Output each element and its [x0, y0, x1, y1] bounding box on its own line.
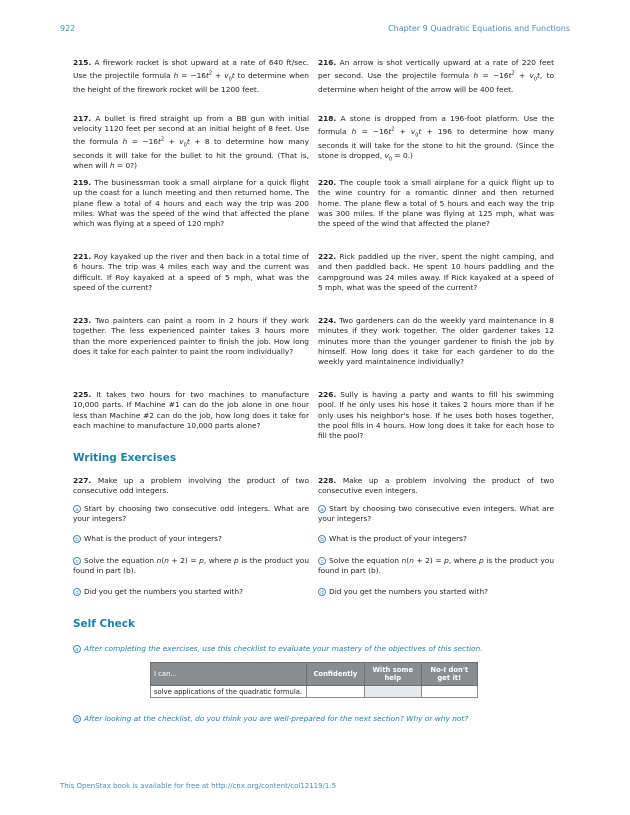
exercise-number: 221. [73, 252, 92, 261]
exercise-text: A bullet is fired straight up from a BB gun with initial velocity 1120 feet per second at an initial height of 8 feet. Use the formula $h = -16t^2 + v_0t + 8$ to determine how many seconds it will take for the bullet to hit the ground. (That is, when will h = 0?) [73, 114, 309, 171]
exercise-216 [318, 58, 554, 95]
exercise-224 [318, 316, 554, 367]
header-i-can: I can... [151, 663, 307, 686]
exercise-number: 216. [318, 58, 337, 67]
self-check-note-a [73, 644, 573, 653]
exercise-218 [318, 114, 554, 165]
note-b-marker: b [73, 715, 81, 723]
part-text: What is the product of your integers? [329, 534, 467, 543]
exercise-227-part-d [73, 587, 309, 597]
exercise-225 [73, 390, 309, 431]
part-text: Solve the equation n(n + 2) = p, where p is the product you found in part (b). [318, 556, 555, 576]
header-confidently: Confidently [306, 663, 364, 686]
exercise-number: 215. [73, 58, 92, 67]
exercise-text: It takes two hours for two machines to manufacture 10,000 parts. If Machine #1 can do the job alone in one hour less than Machine #2 can do the job, how long does it take for each machine to manufacture 10,000 parts alone? [73, 390, 309, 430]
exercise-intro: Make up a problem involving the product of two consecutive even integers. [318, 476, 554, 496]
exercise-228-part-c [318, 556, 554, 577]
with-some-help-cell[interactable] [365, 686, 421, 698]
header-with-some-help: With some help [365, 663, 421, 686]
exercise-text: Two painters can paint a room in 2 hours if they work together. The less experienced painter takes 3 hours more than the more experienced painter to finish the job. How long does it take for each painter to paint the room individually? [73, 316, 310, 356]
part-a-marker: a [73, 505, 81, 513]
exercise-text: A firework rocket is shot upward at a rate of 640 ft/sec. Use the projectile formula $h = -16t^2 + v_0t$ to determine when the height of the firework rocket will be 1200 feet. [73, 58, 309, 94]
exercise-227-part-c [73, 556, 309, 577]
footer-text: This OpenStax book is available for free at http://cnx.org/content/col12119/1.5 [60, 782, 337, 790]
exercise-number: 227. [73, 476, 92, 485]
exercise-217 [73, 114, 309, 171]
header-dont-get-it: No-I don't get it! [421, 663, 477, 686]
exercise-215 [73, 58, 309, 95]
exercise-number: 220. [318, 178, 337, 187]
exercise-number: 224. [318, 316, 337, 325]
exercise-intro: Make up a problem involving the product of two consecutive odd integers. [73, 476, 309, 496]
table-header-row [151, 663, 478, 686]
exercise-text: An arrow is shot vertically upward at a rate of 220 feet per second. Use the projectile formula $h = -16t^2 + v_0t$, to determine when height of the arrow will be 400 feet. [318, 58, 554, 94]
exercise-220 [318, 178, 554, 229]
exercise-219 [73, 178, 309, 229]
part-text: Did you get the numbers you started with? [329, 587, 489, 596]
exercise-number: 223. [73, 316, 92, 325]
exercise-221 [73, 252, 309, 293]
self-check-heading: Self Check [73, 618, 136, 630]
exercise-text: Roy kayaked up the river and then back in a total time of 6 hours. The trip was 4 miles each way and the current was difficult. If Roy kayaked at a speed of 5 mph, what was the speed of the current? [73, 252, 309, 292]
part-text: What is the product of your integers? [84, 534, 222, 543]
note-text: After looking at the checklist, do you think you are well-prepared for the next section? Why or why not? [84, 714, 469, 723]
writing-exercises-heading: Writing Exercises [73, 452, 177, 464]
part-d-marker: d [318, 588, 326, 596]
exercise-text: Sully is having a party and wants to fill his swimming pool. If he only uses his hose it takes 2 hours more than if he only uses his neighbor's hose. If he uses both hoses together, the pool fills in 4 hours. How long does it take for each hose to fill the pool? [318, 390, 554, 441]
table-row [151, 686, 478, 698]
exercise-number: 218. [318, 114, 337, 123]
part-b-marker: b [73, 535, 81, 543]
exercise-number: 217. [73, 114, 92, 123]
exercise-number: 226. [318, 390, 337, 399]
exercise-number: 225. [73, 390, 92, 399]
self-check-note-b [73, 714, 573, 723]
part-c-marker: c [73, 557, 81, 565]
exercise-228-part-b [318, 534, 554, 544]
exercise-227-part-b [73, 534, 309, 544]
note-a-marker: a [73, 645, 81, 653]
part-text: Start by choosing two consecutive odd integers. What are your integers? [73, 504, 309, 524]
part-b-marker: b [318, 535, 326, 543]
page-number: 922 [60, 24, 76, 33]
part-d-marker: d [73, 588, 81, 596]
exercise-222 [318, 252, 554, 293]
exercise-number: 219. [73, 178, 92, 187]
objective-cell: solve applications of the quadratic formula. [151, 686, 307, 698]
exercise-text: A stone is dropped from a 196-foot platform. Use the formula $h = -16t^2 + v_0t + 196$ to determine how many seconds it will take for the stone to hit the ground. (Since the stone is dropped, $v_0 = 0$.) [318, 114, 555, 163]
exercise-227-part-a [73, 504, 309, 525]
exercise-text: The businessman took a small airplane for a quick flight up the coast for a lunch meeting and then returned home. The plane flew a total of 4 hours and each way the trip was 200 miles. What was the speed of the wind that affected the plane which was flying at a speed of 120 mph? [73, 178, 309, 229]
exercise-226 [318, 390, 554, 441]
exercise-228-part-a [318, 504, 554, 525]
self-check-table [150, 662, 478, 698]
exercise-text: Rick paddled up the river, spent the night camping, and and then paddled back. He spent 10 hours paddling and the campground was 24 miles away. If Rick kayaked at a speed of 5 mph, what was the speed of the current? [318, 252, 555, 292]
part-text: Solve the equation n(n + 2) = p, where p is the product you found in part (b). [73, 556, 310, 576]
exercise-number: 228. [318, 476, 337, 485]
exercise-number: 222. [318, 252, 337, 261]
confidently-cell[interactable] [306, 686, 364, 698]
exercise-text: The couple took a small airplane for a quick flight up to the wine country for a romantic dinner and then returned home. The plane flew a total of 5 hours and each way the trip was 300 miles. If the plane was flying at 125 mph, what was the speed of the wind that affected the plane? [318, 178, 555, 229]
chapter-title: Chapter 9 Quadratic Equations and Functions [388, 24, 570, 33]
exercise-223 [73, 316, 309, 357]
exercise-228 [318, 476, 554, 497]
part-a-marker: a [318, 505, 326, 513]
exercise-227 [73, 476, 309, 497]
exercise-text: Two gardeners can do the weekly yard maintenance in 8 minutes if they work together. The older gardener takes 12 minutes more than the younger gardener to finish the job by himself. How long does it take for each gardener to do the weekly yard maintainence individually? [318, 316, 554, 367]
part-c-marker: c [318, 557, 326, 565]
part-text: Did you get the numbers you started with? [84, 587, 244, 596]
exercise-228-part-d [318, 587, 554, 597]
dont-get-it-cell[interactable] [421, 686, 477, 698]
part-text: Start by choosing two consecutive even integers. What are your integers? [318, 504, 554, 524]
note-text: After completing the exercises, use this checklist to evaluate your mastery of the objectives of this section. [84, 644, 483, 653]
